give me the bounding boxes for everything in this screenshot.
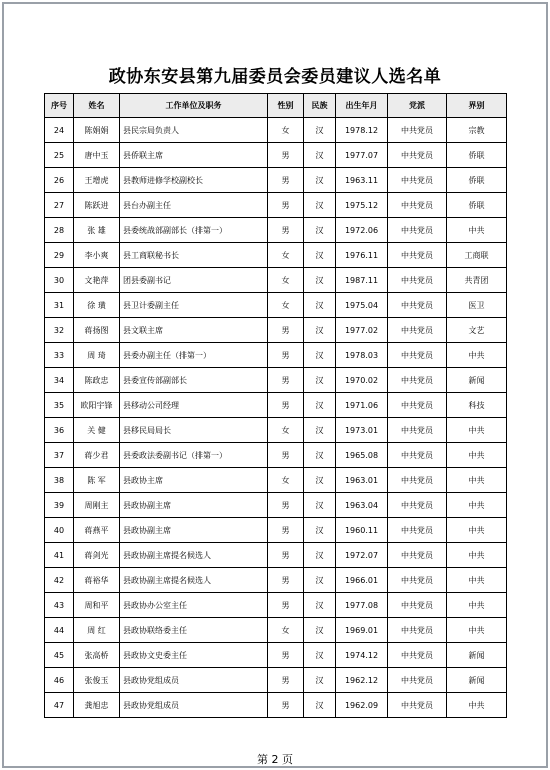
cell-index: 37 <box>45 443 74 468</box>
table-row <box>45 368 507 393</box>
cell-unit: 县文联主席 <box>120 318 268 343</box>
cell-index: 43 <box>45 593 74 618</box>
cell-unit: 县政协主席 <box>120 468 268 493</box>
cell-index: 29 <box>45 243 74 268</box>
cell-sector: 宗教 <box>447 118 507 143</box>
cell-sector: 新闻 <box>447 643 507 668</box>
cell-unit: 县政协办公室主任 <box>120 593 268 618</box>
cell-sector: 医卫 <box>447 293 507 318</box>
cell-name: 欧阳宇锋 <box>74 393 120 418</box>
cell-party: 中共党员 <box>388 568 447 593</box>
cell-ethnicity: 汉 <box>304 693 336 718</box>
cell-unit: 县侨联主席 <box>120 143 268 168</box>
cell-unit: 县移动公司经理 <box>120 393 268 418</box>
cell-gender: 女 <box>268 243 304 268</box>
cell-unit: 县民宗局负责人 <box>120 118 268 143</box>
cell-index: 42 <box>45 568 74 593</box>
cell-birth: 1963.11 <box>336 168 388 193</box>
cell-birth: 1972.06 <box>336 218 388 243</box>
cell-party: 中共党员 <box>388 493 447 518</box>
cell-index: 28 <box>45 218 74 243</box>
cell-sector: 中共 <box>447 343 507 368</box>
table-header-row <box>45 94 507 118</box>
cell-birth: 1962.09 <box>336 693 388 718</box>
cell-name: 蒋剑光 <box>74 543 120 568</box>
cell-party: 中共党员 <box>388 443 447 468</box>
header-sector: 界别 <box>447 94 507 118</box>
cell-unit: 县移民局局长 <box>120 418 268 443</box>
cell-unit: 县教师进修学校副校长 <box>120 168 268 193</box>
cell-birth: 1971.06 <box>336 393 388 418</box>
cell-party: 中共党员 <box>388 168 447 193</box>
cell-gender: 男 <box>268 693 304 718</box>
table-row <box>45 218 507 243</box>
cell-ethnicity: 汉 <box>304 393 336 418</box>
table-row <box>45 518 507 543</box>
cell-unit: 县政协副主席提名候选人 <box>120 543 268 568</box>
cell-name: 蒋扬图 <box>74 318 120 343</box>
cell-ethnicity: 汉 <box>304 543 336 568</box>
cell-name: 周和平 <box>74 593 120 618</box>
header-birth: 出生年月 <box>336 94 388 118</box>
table-row <box>45 293 507 318</box>
header-name: 姓名 <box>74 94 120 118</box>
cell-name: 张俊玉 <box>74 668 120 693</box>
cell-gender: 女 <box>268 468 304 493</box>
cell-birth: 1977.02 <box>336 318 388 343</box>
cell-ethnicity: 汉 <box>304 468 336 493</box>
cell-birth: 1978.03 <box>336 343 388 368</box>
cell-ethnicity: 汉 <box>304 268 336 293</box>
cell-sector: 中共 <box>447 218 507 243</box>
cell-ethnicity: 汉 <box>304 143 336 168</box>
cell-name: 周 红 <box>74 618 120 643</box>
table-row <box>45 693 507 718</box>
cell-party: 中共党员 <box>388 618 447 643</box>
cell-gender: 男 <box>268 143 304 168</box>
cell-gender: 男 <box>268 168 304 193</box>
cell-index: 26 <box>45 168 74 193</box>
cell-birth: 1978.12 <box>336 118 388 143</box>
cell-unit: 县工商联秘书长 <box>120 243 268 268</box>
cell-ethnicity: 汉 <box>304 193 336 218</box>
cell-ethnicity: 汉 <box>304 518 336 543</box>
table-row <box>45 643 507 668</box>
cell-index: 47 <box>45 693 74 718</box>
cell-name: 张高桥 <box>74 643 120 668</box>
cell-sector: 工商联 <box>447 243 507 268</box>
cell-name: 张 雄 <box>74 218 120 243</box>
cell-birth: 1962.12 <box>336 668 388 693</box>
cell-gender: 男 <box>268 218 304 243</box>
cell-party: 中共党员 <box>388 668 447 693</box>
cell-sector: 中共 <box>447 443 507 468</box>
cell-birth: 1960.11 <box>336 518 388 543</box>
cell-gender: 男 <box>268 518 304 543</box>
cell-ethnicity: 汉 <box>304 618 336 643</box>
cell-unit: 县政协党组成员 <box>120 668 268 693</box>
cell-unit: 县政协文史委主任 <box>120 643 268 668</box>
table-row <box>45 468 507 493</box>
cell-sector: 中共 <box>447 418 507 443</box>
cell-party: 中共党员 <box>388 643 447 668</box>
cell-index: 45 <box>45 643 74 668</box>
cell-name: 蒋少君 <box>74 443 120 468</box>
cell-sector: 中共 <box>447 543 507 568</box>
cell-sector: 中共 <box>447 618 507 643</box>
cell-index: 38 <box>45 468 74 493</box>
cell-index: 33 <box>45 343 74 368</box>
cell-birth: 1969.01 <box>336 618 388 643</box>
cell-unit: 县政协副主席 <box>120 493 268 518</box>
cell-gender: 女 <box>268 118 304 143</box>
header-unit: 工作单位及职务 <box>120 94 268 118</box>
cell-index: 41 <box>45 543 74 568</box>
cell-party: 中共党员 <box>388 118 447 143</box>
table-row <box>45 268 507 293</box>
header-gender: 性别 <box>268 94 304 118</box>
page-title: 政协东安县第九届委员会委员建议人选名单 <box>108 67 442 87</box>
cell-name: 徐 璜 <box>74 293 120 318</box>
cell-index: 32 <box>45 318 74 343</box>
cell-unit: 县委办副主任（排第一） <box>120 343 268 368</box>
table-row <box>45 543 507 568</box>
cell-birth: 1976.11 <box>336 243 388 268</box>
header-index: 序号 <box>45 94 74 118</box>
cell-index: 36 <box>45 418 74 443</box>
cell-unit: 县政协党组成员 <box>120 693 268 718</box>
table-row <box>45 443 507 468</box>
cell-gender: 女 <box>268 268 304 293</box>
cell-name: 周 琦 <box>74 343 120 368</box>
cell-party: 中共党员 <box>388 143 447 168</box>
cell-birth: 1987.11 <box>336 268 388 293</box>
page-number: 第 2 页 <box>257 753 293 766</box>
cell-unit: 县卫计委副主任 <box>120 293 268 318</box>
cell-gender: 男 <box>268 643 304 668</box>
header-party: 党派 <box>388 94 447 118</box>
cell-gender: 男 <box>268 193 304 218</box>
cell-sector: 科技 <box>447 393 507 418</box>
cell-party: 中共党员 <box>388 518 447 543</box>
cell-index: 39 <box>45 493 74 518</box>
cell-name: 文艳萍 <box>74 268 120 293</box>
cell-party: 中共党员 <box>388 193 447 218</box>
candidate-table <box>44 93 507 718</box>
cell-party: 中共党员 <box>388 368 447 393</box>
cell-sector: 新闻 <box>447 668 507 693</box>
cell-index: 35 <box>45 393 74 418</box>
cell-sector: 共青团 <box>447 268 507 293</box>
cell-gender: 男 <box>268 668 304 693</box>
cell-birth: 1977.08 <box>336 593 388 618</box>
cell-ethnicity: 汉 <box>304 493 336 518</box>
cell-unit: 团县委副书记 <box>120 268 268 293</box>
cell-unit: 县委统战部副部长（排第一） <box>120 218 268 243</box>
cell-name: 周刚主 <box>74 493 120 518</box>
cell-party: 中共党员 <box>388 318 447 343</box>
cell-sector: 中共 <box>447 568 507 593</box>
cell-ethnicity: 汉 <box>304 318 336 343</box>
cell-birth: 1972.07 <box>336 543 388 568</box>
cell-birth: 1963.01 <box>336 468 388 493</box>
cell-party: 中共党员 <box>388 243 447 268</box>
cell-index: 34 <box>45 368 74 393</box>
cell-party: 中共党员 <box>388 218 447 243</box>
table-row <box>45 618 507 643</box>
cell-sector: 侨联 <box>447 143 507 168</box>
cell-gender: 男 <box>268 443 304 468</box>
cell-index: 25 <box>45 143 74 168</box>
cell-gender: 男 <box>268 493 304 518</box>
cell-birth: 1973.01 <box>336 418 388 443</box>
cell-unit: 县委政法委副书记（排第一） <box>120 443 268 468</box>
table-row <box>45 593 507 618</box>
cell-unit: 县台办副主任 <box>120 193 268 218</box>
table-row <box>45 568 507 593</box>
cell-sector: 文艺 <box>447 318 507 343</box>
cell-party: 中共党员 <box>388 343 447 368</box>
cell-index: 46 <box>45 668 74 693</box>
cell-name: 蒋裕华 <box>74 568 120 593</box>
cell-gender: 男 <box>268 543 304 568</box>
cell-name: 陈 军 <box>74 468 120 493</box>
cell-gender: 男 <box>268 318 304 343</box>
table-row <box>45 418 507 443</box>
cell-party: 中共党员 <box>388 393 447 418</box>
cell-party: 中共党员 <box>388 693 447 718</box>
cell-unit: 县委宣传部副部长 <box>120 368 268 393</box>
cell-ethnicity: 汉 <box>304 118 336 143</box>
cell-ethnicity: 汉 <box>304 243 336 268</box>
table-row <box>45 143 507 168</box>
cell-gender: 男 <box>268 568 304 593</box>
cell-name: 陈跃进 <box>74 193 120 218</box>
cell-birth: 1977.07 <box>336 143 388 168</box>
cell-ethnicity: 汉 <box>304 443 336 468</box>
table-row <box>45 168 507 193</box>
table-row <box>45 493 507 518</box>
cell-party: 中共党员 <box>388 468 447 493</box>
cell-index: 44 <box>45 618 74 643</box>
cell-birth: 1975.04 <box>336 293 388 318</box>
table-row <box>45 118 507 143</box>
table-row <box>45 243 507 268</box>
cell-sector: 中共 <box>447 593 507 618</box>
cell-index: 30 <box>45 268 74 293</box>
cell-index: 31 <box>45 293 74 318</box>
cell-party: 中共党员 <box>388 418 447 443</box>
cell-ethnicity: 汉 <box>304 168 336 193</box>
table-row <box>45 343 507 368</box>
cell-name: 陈政忠 <box>74 368 120 393</box>
cell-sector: 新闻 <box>447 368 507 393</box>
cell-sector: 中共 <box>447 493 507 518</box>
cell-party: 中共党员 <box>388 268 447 293</box>
cell-gender: 女 <box>268 293 304 318</box>
cell-name: 关 健 <box>74 418 120 443</box>
cell-name: 李小爽 <box>74 243 120 268</box>
cell-birth: 1965.08 <box>336 443 388 468</box>
cell-party: 中共党员 <box>388 293 447 318</box>
cell-index: 40 <box>45 518 74 543</box>
table-row <box>45 318 507 343</box>
table-row <box>45 193 507 218</box>
cell-index: 24 <box>45 118 74 143</box>
cell-unit: 县政协副主席提名候选人 <box>120 568 268 593</box>
cell-name: 蒋燕平 <box>74 518 120 543</box>
cell-sector: 中共 <box>447 468 507 493</box>
cell-ethnicity: 汉 <box>304 218 336 243</box>
cell-birth: 1975.12 <box>336 193 388 218</box>
cell-gender: 女 <box>268 618 304 643</box>
cell-name: 陈娟娟 <box>74 118 120 143</box>
cell-ethnicity: 汉 <box>304 643 336 668</box>
cell-name: 王增虎 <box>74 168 120 193</box>
header-ethnicity: 民族 <box>304 94 336 118</box>
table-row <box>45 393 507 418</box>
cell-party: 中共党员 <box>388 593 447 618</box>
cell-sector: 侨联 <box>447 193 507 218</box>
cell-name: 唐中玉 <box>74 143 120 168</box>
cell-sector: 中共 <box>447 518 507 543</box>
cell-ethnicity: 汉 <box>304 343 336 368</box>
cell-party: 中共党员 <box>388 543 447 568</box>
cell-sector: 中共 <box>447 693 507 718</box>
cell-birth: 1966.01 <box>336 568 388 593</box>
cell-ethnicity: 汉 <box>304 593 336 618</box>
cell-gender: 男 <box>268 343 304 368</box>
cell-unit: 县政协副主席 <box>120 518 268 543</box>
cell-ethnicity: 汉 <box>304 668 336 693</box>
cell-ethnicity: 汉 <box>304 568 336 593</box>
cell-gender: 女 <box>268 418 304 443</box>
cell-gender: 男 <box>268 368 304 393</box>
cell-ethnicity: 汉 <box>304 293 336 318</box>
cell-gender: 男 <box>268 393 304 418</box>
cell-birth: 1970.02 <box>336 368 388 393</box>
cell-birth: 1974.12 <box>336 643 388 668</box>
cell-sector: 侨联 <box>447 168 507 193</box>
cell-index: 27 <box>45 193 74 218</box>
cell-birth: 1963.04 <box>336 493 388 518</box>
cell-gender: 男 <box>268 593 304 618</box>
cell-ethnicity: 汉 <box>304 368 336 393</box>
cell-ethnicity: 汉 <box>304 418 336 443</box>
table-row <box>45 668 507 693</box>
cell-unit: 县政协联络委主任 <box>120 618 268 643</box>
cell-name: 龚旭忠 <box>74 693 120 718</box>
